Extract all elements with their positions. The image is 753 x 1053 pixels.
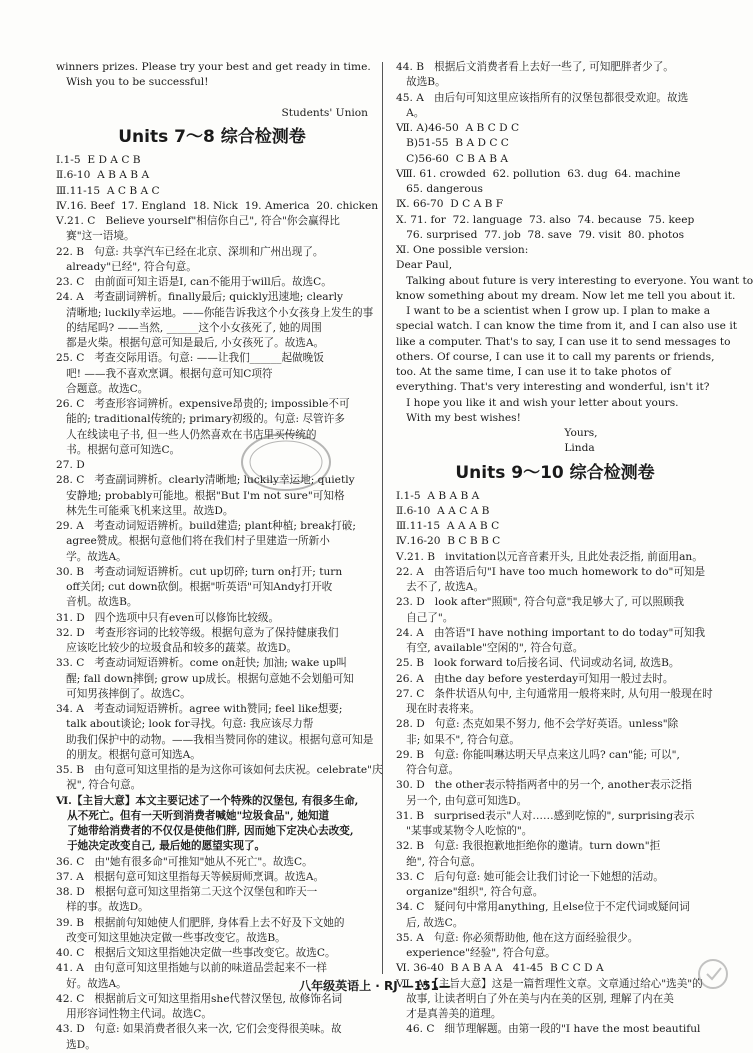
text-line: "某事或某物令人吃惊的"。 — [396, 825, 533, 837]
text-line: 25. C 考查交际用语。句意: ——让我们______起做晚饭 — [56, 352, 324, 365]
text-line: Ⅴ.21. C Believe yourself"相信你自己", 符合"你会赢得比 — [56, 215, 340, 227]
text-line: Dear Paul, — [396, 259, 453, 272]
text-line: 65. dangerous — [396, 183, 483, 195]
text-line: 22. A 由答语后句"I have too much homework to do"可知是 — [396, 565, 706, 578]
text-line: 绝", 符合句意。 — [396, 855, 482, 868]
text-line: Ⅰ.1-5 E D A C B — [56, 154, 141, 166]
section-heading: Units 7～8 综合检测卷 — [118, 127, 306, 147]
text-line: Ⅰ.1-5 A B A B A — [396, 489, 480, 502]
text-line: Ⅷ. 61. crowded 62. pollution 63. dug 64. machine — [396, 167, 681, 180]
text-line: 于她决定改变自己, 最后她的愿望实现了。 — [56, 840, 266, 853]
text-line: A。 — [396, 106, 425, 119]
text-line: I want to be a scientist when I grow up. I plan to make a — [396, 305, 711, 317]
text-line: 30. D the other表示特指两者中的另一个, another表示泛指 — [396, 779, 692, 792]
text-line: Ⅴ.21. B invitation以元音音素开头, 且此处表泛指, 前面用an。 — [396, 550, 703, 563]
text-line: 醒; fall down摔倒; grow up成长。根据句意她不会划船可知 — [56, 672, 354, 685]
text-line: organize"组织", 符合句意。 — [396, 886, 544, 898]
text-line: With my best wishes! — [396, 411, 521, 424]
right-column — [396, 60, 753, 1038]
text-line: 25. B look forward to后接名词、代词或动名词, 故选B。 — [396, 657, 680, 670]
text-line: Ⅸ. 66-70 D C A B F — [396, 198, 504, 211]
text-line: Ⅳ.16-20 B C B B C — [396, 535, 501, 548]
text-line: 31. D 四个选项中只有even可以修饰比较级。 — [56, 611, 280, 624]
text-line: off关闭; cut down砍倒。根据"听英语"可知Andy打开收 — [56, 581, 333, 593]
text-line: 22. B 句意: 共享汽车已经在北京、深圳和广州出现了。 — [56, 245, 324, 258]
text-line: 34. A 考查动词短语辨析。agree with赞同; feel like想要; — [56, 703, 343, 715]
text-line: 能的; traditional传统的; primary初级的。句意: 尽管许多 — [56, 413, 345, 426]
text-line: 31. B surprised表示"人对……感到吃惊的", surprising表示 — [396, 809, 695, 822]
text-line: winners prizes. Please try your best and get ready in time. — [56, 61, 371, 73]
text-line: 46. C 细节理解题。由第一段的"I have the most beautiful — [396, 1023, 701, 1036]
stamp-seal — [238, 430, 334, 494]
text-line: Wish you to be successful! — [56, 76, 209, 89]
text-line: 26. C 考查形容词辨析。expensive昂贵的; impossible不可 — [56, 398, 350, 410]
text-line: 27. D — [56, 459, 85, 471]
text-line: 43. D 句意: 如果消费者很久来一次, 它们会变得很美味。故 — [56, 1023, 342, 1036]
text-line: C)56-60 C B A B A — [396, 152, 509, 165]
text-line: 音机。故选B。 — [56, 596, 138, 609]
text-line: 34. C 疑问句中常用anything, 且else位于不定代词或疑问词 — [396, 901, 690, 914]
text-line: Ⅺ. One possible version: — [396, 244, 529, 256]
text-line: 42. C 根据前后文可知这里指用she代替汉堡包, 故修饰名词 — [56, 992, 343, 1005]
text-line: 林先生可能乘飞机来这里。故选D。 — [56, 504, 234, 517]
text-line: 44. B 根据后文消费者看上去好一些了, 可知肥胖者少了。 — [396, 61, 674, 73]
text-line: experience"经验", 符合句意。 — [396, 947, 556, 959]
text-line: 应该吃比较少的垃圾食品和较多的蔬菜。故选D。 — [56, 642, 298, 654]
text-line: too. At the same time, I can use it to take photos of — [396, 366, 671, 378]
text-line: 76. surprised 77. job 78. save 79. visit 80. photos — [396, 228, 685, 241]
text-line: 27. C 条件状语从句中, 主句通常用一般将来时, 从句用一般现在时 — [396, 687, 713, 700]
text-line: 24. A 由答语"I have nothing important to do today"可知我 — [396, 626, 706, 639]
text-line: Students' Union — [281, 106, 368, 119]
text-line: 33. C 考查动词短语辨析。come on赶快; 加油; wake up叫 — [56, 657, 347, 670]
text-line: 去不了, 故选A。 — [396, 581, 485, 593]
text-line: Linda — [396, 442, 595, 455]
text-line: already"已经", 符合句意。 — [56, 260, 197, 273]
text-line: 祝", 符合句意。 — [56, 779, 142, 792]
text-line: 书。根据句意可知选C。 — [56, 443, 181, 456]
text-line: talk about谈论; look for寻找。句意: 我应该尽力帮 — [56, 718, 314, 731]
text-line: 41. A 由句意可知这里指她与以前的味道品尝起来不一样 — [56, 962, 328, 975]
section-heading: Units 9～10 综合检测卷 — [455, 462, 655, 483]
text-line: 选D。 — [56, 1038, 96, 1051]
text-line: Yours, — [396, 427, 598, 439]
text-line: 好。故选A。 — [56, 977, 127, 990]
text-line: 的结尾吗? ——当然, ______这个小女孩死了, 她的周围 — [56, 321, 322, 334]
text-line: 现在时表将来。 — [396, 703, 481, 715]
text-line: 人在线读电子书, 但一些人仍然喜欢在书店里买传统的 — [56, 428, 317, 441]
text-line: 23. D look after"照顾", 符合句意"我足够大了, 可以照顾我 — [396, 596, 685, 609]
text-line: 45. A 由后句可知这里应该指所有的汉堡包都很受欢迎。故选 — [396, 91, 689, 104]
text-line: Talking about future is very interesting to everyone. You want to — [396, 274, 753, 287]
text-line: 28. C 考查副词辨析。clearly清晰地; luckily幸运地; quietly — [56, 474, 355, 487]
text-line: Ⅱ.6-10 A B A B A — [56, 169, 150, 182]
text-line: 都是火柴。根据句意可知是最后, 小女孩死了。故选A。 — [56, 337, 325, 349]
text-line: 37. A 根据句意可知这里指每天等候厨师烹调。故选A。 — [56, 870, 325, 883]
text-line: 故事, 让读者明白了外在美与内在美的区别, 理解了内在美 — [396, 992, 674, 1005]
text-line: like a computer. That's to say, I can use it to send messages to — [396, 335, 731, 348]
page-footer: 八年级英语上 · RJ —151— — [299, 979, 451, 993]
text-line: Ⅳ.16. Beef 17. England 18. Nick 19. America 20. chicken — [56, 199, 379, 212]
text-line: Ⅲ.11-15 A A A B C — [396, 520, 500, 532]
text-line: everything. That's very interesting and wonderful, isn't it? — [396, 381, 710, 394]
text-line: 29. A 考查动词短语辨析。build建造; plant种植; break打破; — [56, 520, 356, 532]
text-line: 才是真善美的道理。 — [396, 1008, 502, 1020]
text-line: 符合句意。 — [396, 764, 460, 776]
text-line: 助我们保护中的动物。——我相当赞同你的建议。根据句意可知是 — [56, 733, 374, 746]
text-line: 从不死亡。但有一天听到消费者喊她"垃圾食品", 她知道 — [56, 809, 330, 822]
text-line: 用形容词性物主代词。故选C。 — [56, 1008, 212, 1020]
text-line: B)51-55 B A D C C — [396, 137, 509, 150]
text-line: 安静地; probably可能地。根据"But I'm not sure"可知格 — [56, 489, 345, 502]
text-line: Ⅶ. A)【主旨大意】这是一篇哲理性文章。文章通过给心"选美"的 — [396, 977, 703, 990]
text-line: 30. B 考查动词短语辨析。cut up切碎; turn on打开; turn — [56, 565, 343, 578]
text-line: 35. B 由句意可知这里指的是为这你可该如何去庆祝。celebrate"庆 — [56, 764, 383, 776]
text-line: 了她带给消费者的不仅仅是使他们胖, 因而她下定决心去改变, — [56, 825, 354, 837]
text-line: 可知男孩摔倒了。故选C。 — [56, 687, 191, 700]
text-line: 39. B 根据前句知她使人们肥胖, 身体看上去不好及下文她的 — [56, 916, 345, 929]
text-line: 有空, available"空闲的", 符合句意。 — [396, 642, 584, 654]
text-line: know something about my dream. Now let me tell you about it. — [396, 289, 736, 302]
text-line: 的朋友。根据句意可知选A。 — [56, 748, 201, 761]
text-line: 学。故选A。 — [56, 550, 127, 563]
text-line: 非; 如果不", 符合句意。 — [396, 733, 520, 746]
text-line: 38. D 根据句意可知这里指第二天这个汉堡包和昨天一 — [56, 886, 318, 898]
text-line — [56, 91, 368, 106]
text-line: Ⅱ.6-10 A A C A B — [396, 504, 490, 517]
text-line: 36. C 由"她有很多命"可推知"她从不死亡"。故选C。 — [56, 855, 313, 868]
text-line: 合题意。故选C。 — [56, 382, 149, 395]
text-line: Ⅲ.11-15 A C B A C — [56, 184, 160, 197]
text-line: 28. D 句意: 杰克如果不努力, 他不会学好英语。unless"除 — [396, 718, 679, 731]
text-line: Ⅹ. 71. for 72. language 73. also 74. because 75. keep — [396, 213, 695, 226]
text-line: 样的事。故选D。 — [56, 901, 149, 914]
text-line: 24. A 考查副词辨析。finally最后; quickly迅速地; clearly — [56, 291, 343, 304]
text-line: 赛"这一语境。 — [56, 230, 135, 243]
text-line: Ⅶ. A)46-50 A B C D C — [396, 122, 520, 134]
text-line: 26. A 由the day before yesterday可知用一般过去时。 — [396, 672, 674, 685]
text-line: 40. C 根据后文知这里指她决定做一些事改变它。故选C。 — [56, 947, 336, 959]
text-line: Ⅵ.【主旨大意】本文主要记述了一个特殊的汉堡包, 有很多生命, — [56, 794, 359, 807]
text-line: 32. B 句意: 我很抱歉地拒绝你的邀请。turn down"拒 — [396, 840, 661, 853]
text-line: 32. D 考查形容词的比较等级。根据句意为了保持健康我们 — [56, 626, 339, 639]
text-line: 29. B 句意: 你能叫琳达明天早点来这儿吗? can"能; 可以", — [396, 748, 680, 761]
text-line: Ⅵ. 36-40 B A B A A 41-45 B C C D A — [396, 962, 604, 975]
column-divider — [382, 62, 383, 974]
text-line: special watch. I can know the time from it, and I can also use it — [396, 320, 737, 333]
text-line: agree赞成。根据句意他们将在我们村子里建造一所新小 — [56, 535, 330, 548]
text-line: 故选B。 — [396, 76, 446, 89]
text-line: 另一个, 由句意可知选D。 — [396, 794, 528, 807]
text-line: 改变可知这里她决定做一些事改变它。故选B。 — [56, 931, 286, 944]
text-line: 自己了"。 — [396, 611, 454, 624]
text-line: 35. A 句意: 你必须帮助他, 他在这方面经验很少。 — [396, 931, 639, 944]
text-line: 33. C 后句句意: 她可能会让我们讨论一下她想的活动。 — [396, 870, 664, 883]
text-line: 23. C 由前面可知主语是I, can不能用于will后。故选C。 — [56, 276, 332, 288]
text-line: 后, 故选C。 — [396, 916, 464, 929]
text-line: others. Of course, I can use it to call my parents or friends, — [396, 350, 715, 363]
text-line: 清晰地; luckily幸运地。——你能告诉我这个小女孩身上发生的事 — [56, 306, 374, 319]
text-line: I hope you like it and wish your letter about yours. — [396, 396, 679, 409]
text-line: 吧! ——我不喜欢烹调。根据句意可知C项符 — [56, 367, 273, 380]
